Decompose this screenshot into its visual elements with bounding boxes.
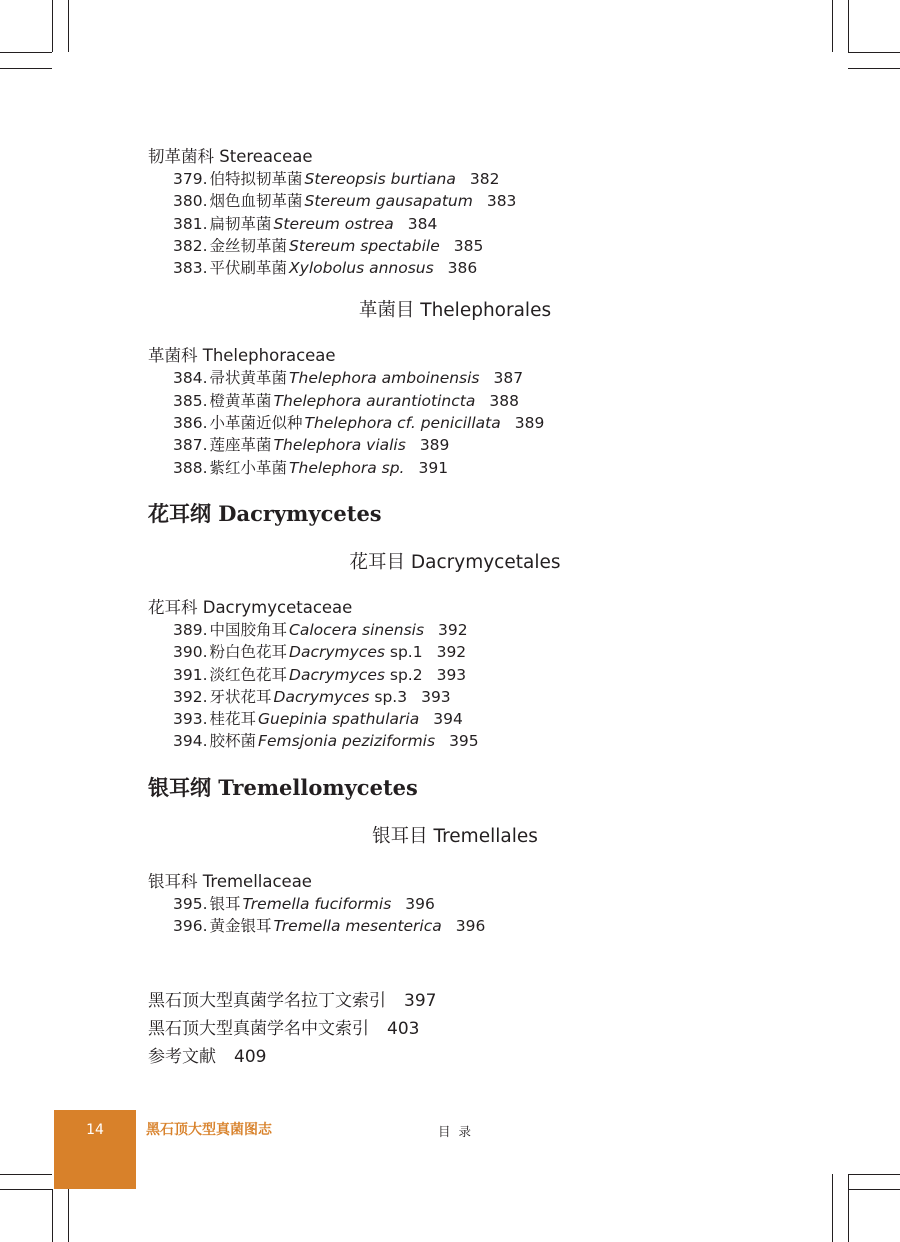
page-number: 403	[387, 1019, 420, 1040]
list-item[interactable]	[173, 257, 848, 279]
entry-number: 392.	[173, 687, 208, 706]
scientific-name: Stereum gausapatum	[304, 192, 473, 211]
page-number: 382	[469, 170, 500, 188]
family-heading[interactable]: 银耳科 Tremellaceae	[148, 871, 312, 891]
page-number: 389	[419, 436, 450, 455]
crop-mark	[848, 1174, 849, 1242]
chinese-name: 紫红小革菌	[209, 458, 288, 477]
entry-number: 381.	[173, 214, 208, 233]
entry-number: 387.	[173, 436, 208, 455]
scientific-name: Thelephora	[304, 414, 393, 433]
epithet-qualifier: sp.3	[374, 687, 408, 706]
scientific-name: Stereum ostrea	[273, 214, 394, 233]
scientific-name: Stereopsis burtiana	[304, 170, 456, 188]
page-number: 393	[421, 687, 451, 706]
entry-number: 385.	[173, 391, 208, 410]
scientific-name: Dacrymyces	[273, 687, 370, 706]
species-list	[148, 367, 848, 478]
crop-mark	[848, 1189, 900, 1190]
book-title: 黑石顶大型真菌图志	[146, 1122, 272, 1138]
scientific-name: Dacrymyces	[289, 665, 385, 684]
species-list	[148, 619, 848, 753]
chinese-name: 扁韧革菌	[209, 214, 272, 233]
epithet-qualifier: sp.2	[389, 665, 423, 684]
page-number: 409	[234, 1047, 267, 1068]
epithet-qualifier: cf. penicillata	[397, 414, 501, 433]
species-list	[148, 168, 848, 279]
crop-mark	[848, 68, 900, 69]
chinese-name: 莲座革菌	[209, 436, 272, 455]
crop-mark	[68, 1189, 69, 1242]
scientific-name: Tremella fuciformis	[242, 894, 392, 913]
crop-mark	[68, 0, 69, 52]
chinese-name: 牙状花耳	[209, 687, 272, 706]
entry-number: 396.	[173, 917, 208, 936]
scientific-name: Guepinia spathularia	[258, 710, 420, 729]
list-item[interactable]	[173, 390, 848, 412]
scientific-name: Thelephora vialis	[273, 436, 406, 455]
list-item[interactable]	[173, 641, 848, 663]
crop-mark	[0, 1189, 52, 1190]
chinese-name: 烟色血韧革菌	[209, 192, 303, 211]
page-number: 393	[436, 665, 467, 684]
species-list	[148, 893, 848, 938]
index-entry-chinese[interactable]	[148, 1015, 848, 1043]
table-of-contents	[148, 146, 848, 1071]
scientific-name: Thelephora amboinensis	[289, 369, 480, 388]
scientific-name: Stereum spectabile	[289, 236, 440, 255]
entry-number: 379.	[173, 170, 208, 188]
crop-mark	[0, 68, 52, 69]
page-number: 396	[405, 894, 435, 913]
chinese-name: 粉白色花耳	[209, 643, 288, 662]
entry-number: 382.	[173, 236, 208, 255]
list-item[interactable]	[173, 730, 848, 752]
crop-mark	[832, 0, 833, 52]
chinese-name: 中国胶角耳	[209, 620, 288, 639]
scientific-name: Thelephora sp.	[289, 458, 405, 477]
family-heading[interactable]: 韧革菌科 Stereaceae	[148, 147, 313, 166]
page-number: 394	[433, 710, 463, 729]
crop-mark	[848, 0, 849, 52]
page-number: 383	[486, 192, 517, 211]
crop-mark	[832, 1174, 833, 1242]
page-number: 386	[447, 259, 478, 278]
chinese-name: 橙黄革菌	[209, 391, 272, 410]
order-heading[interactable]: 革菌目 Thelephorales	[358, 300, 552, 322]
page-number: 385	[453, 236, 484, 255]
list-item[interactable]	[173, 235, 848, 257]
list-item[interactable]	[173, 893, 848, 915]
list-item[interactable]	[173, 190, 848, 212]
family-heading[interactable]: 革菌科 Thelephoraceae	[148, 346, 336, 366]
class-heading[interactable]: 花耳纲 Dacrymycetes	[148, 500, 382, 526]
scientific-name: Dacrymyces	[289, 643, 385, 662]
scientific-name: Tremella mesenterica	[273, 917, 442, 936]
page-number-label: 14	[86, 1122, 104, 1138]
entry-number: 380.	[173, 192, 208, 211]
class-heading[interactable]: 银耳纲 Tremellomycetes	[148, 774, 418, 800]
list-item[interactable]	[173, 686, 848, 708]
order-heading[interactable]: 花耳目 Dacrymycetales	[349, 551, 561, 573]
crop-mark	[848, 1174, 900, 1175]
page-number: 396	[455, 917, 486, 936]
entry-number: 393.	[173, 710, 208, 729]
list-item[interactable]	[173, 708, 848, 730]
crop-mark	[52, 0, 53, 52]
epithet-qualifier: sp.1	[389, 643, 423, 662]
chinese-name: 银耳	[209, 894, 241, 913]
list-item[interactable]	[173, 367, 848, 389]
page-number: 389	[514, 414, 545, 433]
page-number: 397	[404, 991, 437, 1012]
index-list	[148, 987, 848, 1071]
page-number: 392	[438, 620, 468, 639]
index-title: 参考文献	[148, 1047, 216, 1068]
scientific-name: Calocera sinensis	[289, 620, 425, 639]
list-item[interactable]	[173, 915, 848, 937]
running-head: 目录	[438, 1124, 480, 1139]
entry-number: 383.	[173, 259, 208, 278]
scientific-name: Xylobolus annosus	[289, 259, 434, 278]
entry-number: 390.	[173, 643, 208, 662]
crop-mark	[848, 52, 900, 53]
entry-number: 386.	[173, 414, 208, 433]
crop-mark	[52, 1189, 53, 1242]
chinese-name: 帚状黄革菌	[209, 369, 288, 388]
index-title: 黑石顶大型真菌学名拉丁文索引	[148, 991, 386, 1012]
page-number: 384	[407, 214, 438, 233]
chinese-name: 金丝韧革菌	[209, 236, 288, 255]
page-number: 388	[489, 391, 519, 410]
index-entry-references[interactable]	[148, 1043, 848, 1071]
page-number: 387	[493, 369, 524, 388]
list-item[interactable]	[173, 619, 848, 641]
chinese-name: 桂花耳	[209, 710, 257, 729]
chinese-name: 淡红色花耳	[209, 665, 288, 684]
page-number: 392	[436, 643, 467, 662]
crop-mark	[0, 52, 52, 53]
entry-number: 388.	[173, 458, 208, 477]
entry-number: 389.	[173, 620, 208, 639]
scientific-name: Femsjonia peziziformis	[258, 732, 436, 751]
list-item[interactable]	[173, 434, 848, 456]
family-heading[interactable]: 花耳科 Dacrymycetaceae	[148, 597, 353, 617]
page-number: 395	[449, 732, 479, 751]
chinese-name: 平伏刷革菌	[209, 259, 288, 278]
crop-mark	[0, 1174, 52, 1175]
chinese-name: 小革菌近似种	[209, 414, 303, 433]
scientific-name: Thelephora aurantiotincta	[273, 391, 476, 410]
list-item[interactable]	[173, 213, 848, 235]
order-heading[interactable]: 银耳目 Tremellales	[372, 825, 538, 847]
index-title: 黑石顶大型真菌学名中文索引	[148, 1019, 369, 1040]
chinese-name: 伯特拟韧革菌	[209, 170, 303, 188]
chinese-name: 胶杯菌	[209, 732, 257, 751]
entry-number: 384.	[173, 369, 208, 388]
list-item[interactable]	[173, 168, 848, 190]
chinese-name: 黄金银耳	[209, 917, 272, 936]
list-item[interactable]	[173, 412, 848, 434]
entry-number: 394.	[173, 732, 208, 751]
entry-number: 391.	[173, 665, 208, 684]
list-item[interactable]	[173, 457, 848, 479]
page-number: 391	[418, 458, 449, 477]
index-entry-latin[interactable]	[148, 987, 848, 1015]
entry-number: 395.	[173, 894, 208, 913]
list-item[interactable]	[173, 664, 848, 686]
